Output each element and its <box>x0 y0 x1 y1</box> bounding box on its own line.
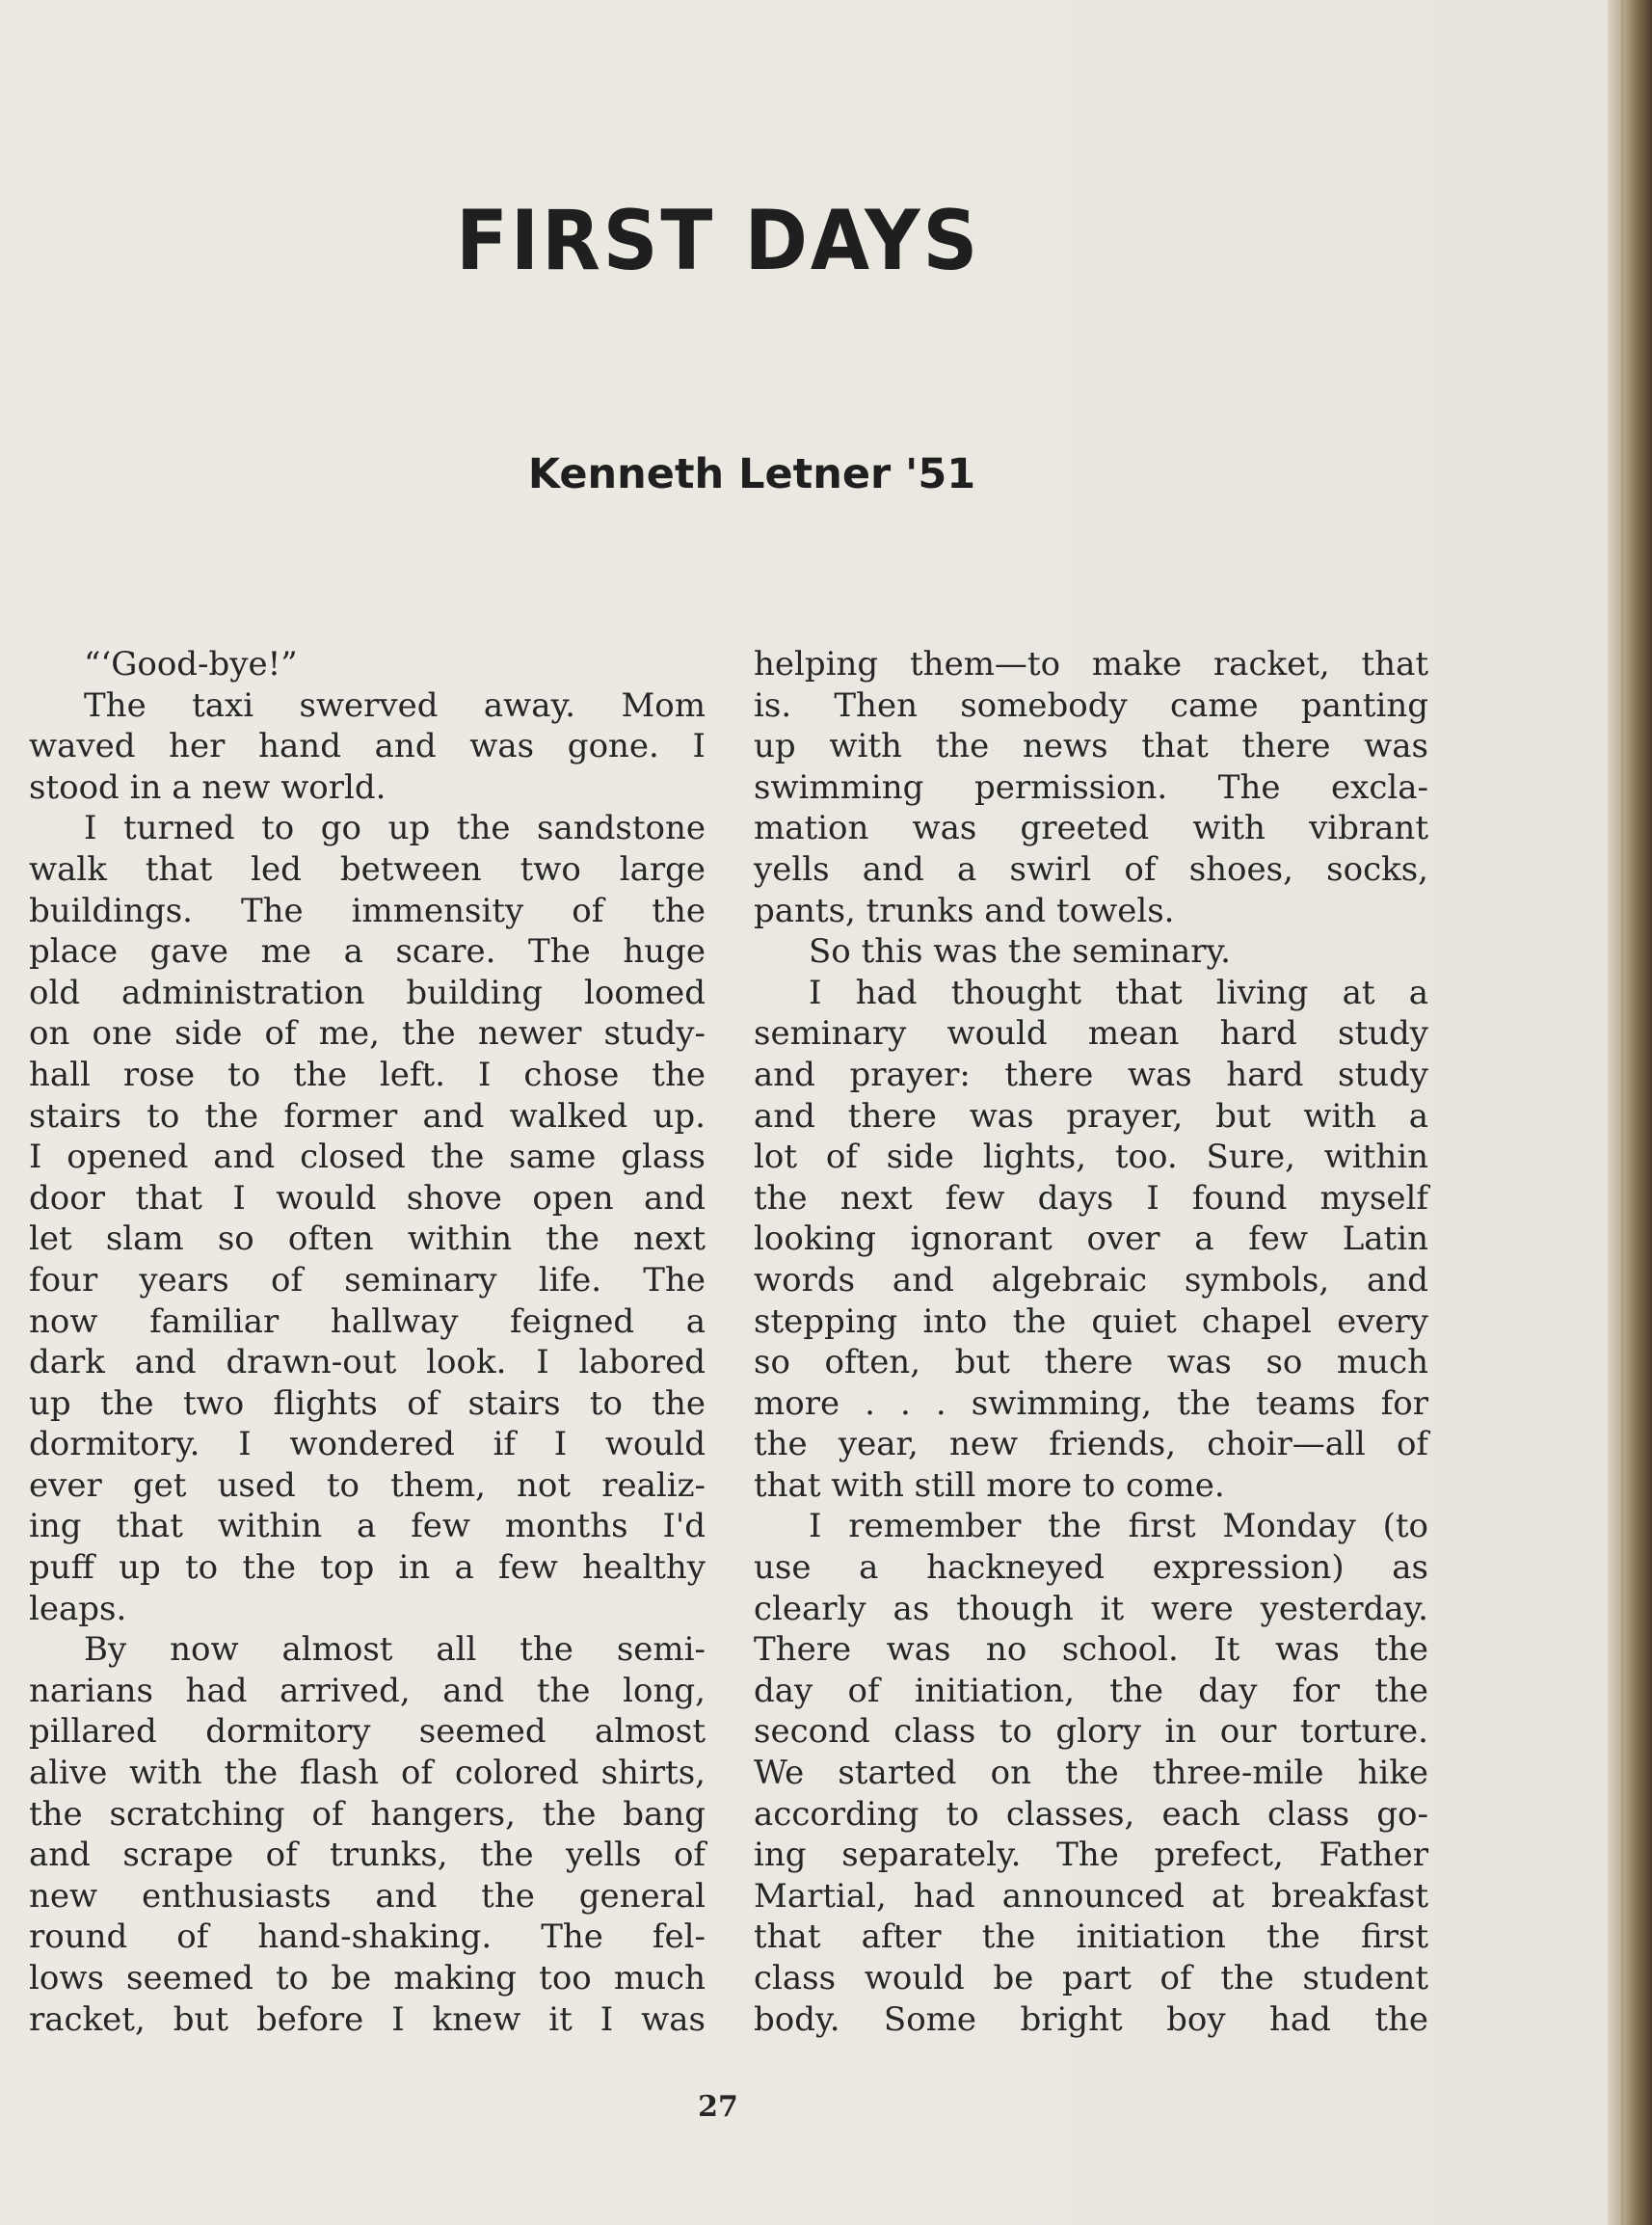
text-line: waved her hand and was gone. I <box>29 727 706 766</box>
text-line: class would be part of the student <box>754 1959 1428 1997</box>
text-line: There was no school. It was the <box>754 1630 1428 1670</box>
text-line: up the two flights of stairs to the <box>29 1383 706 1423</box>
article-title: FIRST DAYS <box>455 193 981 289</box>
text-line: stood in a new world. <box>29 767 386 807</box>
text-line: alive with the flash of colored shirts, <box>29 1754 706 1793</box>
text-line: and scrape of trunks, the yells of <box>29 1836 706 1875</box>
text-line: seminary would mean hard study <box>754 1014 1428 1054</box>
text-line: stairs to the former and walked up. <box>29 1096 706 1136</box>
text-line: that after the initiation the first <box>754 1917 1428 1957</box>
text-line: puff up to the top in a few healthy <box>29 1548 706 1588</box>
text-line: pillared dormitory seemed almost <box>29 1712 706 1752</box>
text-line: second class to glory in our torture. <box>754 1712 1428 1752</box>
page-fold-shadow <box>1621 0 1624 2225</box>
text-line: body. Some bright boy had the <box>754 1999 1428 2039</box>
text-line: dormitory. I wondered if I would <box>29 1425 706 1464</box>
text-line: helping them—to make racket, that <box>754 645 1428 684</box>
text-line: according to classes, each class go- <box>754 1794 1428 1834</box>
text-line: leaps. <box>29 1589 127 1628</box>
book-binding-edge <box>1608 0 1652 2225</box>
text-line: use a hackneyed expression) as <box>754 1548 1428 1588</box>
text-line: looking ignorant over a few Latin <box>754 1220 1428 1259</box>
text-line: lot of side lights, too. Sure, within <box>754 1138 1428 1177</box>
text-line: buildings. The immensity of the <box>29 891 706 930</box>
text-line: lows seemed to be making too much <box>29 1959 706 1997</box>
text-line: round of hand-shaking. The fel- <box>29 1917 706 1957</box>
text-line: is. Then somebody came panting <box>754 685 1428 725</box>
text-line: “‘Good-bye!” <box>84 645 298 684</box>
text-line: and there was prayer, but with a <box>754 1096 1428 1136</box>
text-line: now familiar hallway feigned a <box>29 1301 706 1341</box>
text-line: four years of seminary life. The <box>29 1260 706 1300</box>
text-line: narians had arrived, and the long, <box>29 1671 706 1710</box>
text-line: hall rose to the left. I chose the <box>29 1055 706 1094</box>
text-line: The taxi swerved away. Mom <box>84 685 706 725</box>
text-line: walk that led between two large <box>29 849 706 889</box>
text-line: By now almost all the semi- <box>84 1630 706 1670</box>
text-line: racket, but before I knew it I was <box>29 1999 706 2039</box>
article-byline: Kenneth Letner '51 <box>527 450 976 498</box>
text-line: on one side of me, the newer study- <box>29 1014 706 1054</box>
text-line: up with the news that there was <box>754 727 1428 766</box>
text-line: words and algebraic symbols, and <box>754 1260 1428 1300</box>
text-line: mation was greeted with vibrant <box>754 809 1428 848</box>
text-line: so often, but there was so much <box>754 1343 1428 1382</box>
text-line: the next few days I found myself <box>754 1178 1428 1218</box>
text-line: clearly as though it were yesterday. <box>754 1589 1428 1628</box>
text-line: ing that within a few months I'd <box>29 1507 706 1546</box>
text-line: pants, trunks and towels. <box>754 891 1175 930</box>
text-line: the scratching of hangers, the bang <box>29 1794 706 1834</box>
text-line: ever get used to them, not realiz- <box>29 1465 706 1505</box>
text-line: ing separately. The prefect, Father <box>754 1836 1428 1875</box>
left-column <box>29 644 706 2040</box>
text-line: Martial, had announced at breakfast <box>754 1876 1428 1916</box>
page-number: 27 <box>698 2090 738 2124</box>
right-column <box>754 644 1428 2040</box>
text-line: and prayer: there was hard study <box>754 1055 1428 1094</box>
text-line: dark and drawn-out look. I labored <box>29 1343 706 1382</box>
text-line: door that I would shove open and <box>29 1178 706 1218</box>
text-line: I had thought that living at a <box>809 973 1428 1012</box>
text-line: I remember the first Monday (to <box>809 1507 1428 1546</box>
text-line: swimming permission. The excla- <box>754 767 1428 807</box>
text-line: I turned to go up the sandstone <box>84 809 706 848</box>
text-line: So this was the seminary. <box>809 932 1231 972</box>
text-line: I opened and closed the same glass <box>29 1138 706 1177</box>
text-line: old administration building loomed <box>29 973 706 1012</box>
text-line: We started on the three-mile hike <box>754 1754 1428 1793</box>
text-line: let slam so often within the next <box>29 1220 706 1259</box>
text-line: stepping into the quiet chapel every <box>754 1301 1428 1341</box>
text-line: day of initiation, the day for the <box>754 1671 1428 1710</box>
text-line: yells and a swirl of shoes, socks, <box>754 849 1428 889</box>
text-line: new enthusiasts and the general <box>29 1876 706 1916</box>
text-line: that with still more to come. <box>754 1465 1225 1505</box>
text-line: the year, new friends, choir—all of <box>754 1425 1428 1464</box>
text-line: place gave me a scare. The huge <box>29 932 706 972</box>
text-line: more . . . swimming, the teams for <box>754 1383 1428 1423</box>
